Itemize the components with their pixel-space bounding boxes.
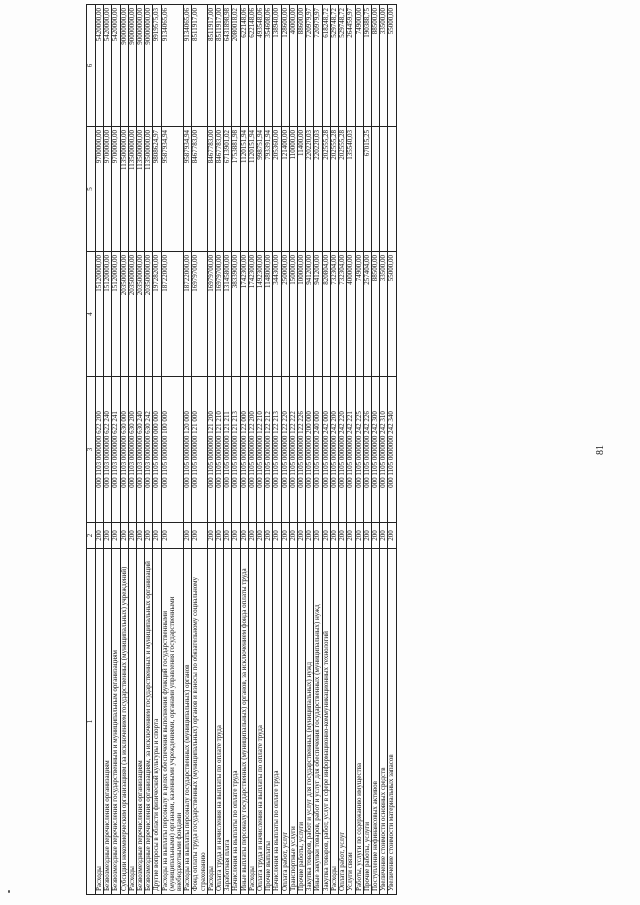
executed-amount-cell: 6713901,02	[224, 127, 232, 252]
row-name-cell: Транспортные услуги	[289, 549, 297, 895]
executed-amount-cell: 135540,03	[347, 127, 355, 252]
row-code-cell: 200	[112, 523, 120, 549]
row-code-cell: 200	[281, 523, 289, 549]
executed-amount-cell: 1120151,94	[240, 127, 248, 252]
table-row	[273, 5, 281, 895]
row-code-cell: 200	[298, 523, 306, 549]
executed-amount-cell: 11400,00	[298, 127, 306, 252]
budget-classification-cell: 000 1105 0000000 122 220	[281, 377, 289, 523]
executed-amount-cell: 202555,28	[322, 127, 330, 252]
unexecuted-amount-cell: 128600,00	[281, 5, 289, 127]
unexecuted-amount-cell: 88600,00	[298, 5, 306, 127]
unexecuted-amount-cell: 2080018,02	[232, 5, 240, 127]
unexecuted-amount-cell: 5420000,00	[104, 5, 112, 127]
budget-classification-cell: 000 1105 0000000 122 213	[273, 377, 281, 523]
row-code-cell: 200	[145, 523, 153, 549]
row-name-cell: Прочие работы, услуги	[363, 549, 371, 895]
executed-amount-cell: 9700000,00	[104, 127, 112, 252]
row-code-cell: 200	[257, 523, 265, 549]
row-code-cell: 200	[273, 523, 281, 549]
budget-classification-cell: 000 1103 0000000 630 242	[145, 377, 153, 523]
row-name-cell: Расходы	[330, 549, 338, 895]
table-row	[153, 5, 161, 895]
row-name-cell: Расходы на выплаты персоналу государственных (муниципальных) органов	[184, 549, 192, 895]
row-name-cell: Безвозмездные перечисления организациям	[137, 549, 145, 895]
executed-amount-cell: 9808624,97	[153, 127, 161, 252]
executed-amount-cell: 67015,25	[363, 127, 371, 252]
approved-amount-cell: 19728200,00	[153, 252, 161, 377]
budget-classification-cell: 000 1103 0000000 630 200	[128, 377, 136, 523]
row-name-cell: Заработная плата	[224, 549, 232, 895]
approved-amount-cell: 16979700,00	[207, 252, 215, 377]
unexecuted-amount-cell: 190388,75	[363, 5, 371, 127]
executed-amount-cell: 8467783,00	[207, 127, 215, 252]
unexecuted-amount-cell: 5420000,00	[96, 5, 104, 127]
row-name-cell: Расходы	[128, 549, 136, 895]
budget-classification-cell: 000 1105 0000000 242 310	[380, 377, 388, 523]
row-code-cell: 200	[388, 523, 396, 549]
executed-amount-cell: 998751,94	[257, 127, 265, 252]
unexecuted-amount-cell: 88500,00	[371, 5, 379, 127]
row-code-cell: 200	[184, 523, 192, 549]
executed-amount-cell: 220220,03	[306, 127, 314, 252]
row-code-cell: 200	[153, 523, 161, 549]
approved-amount-cell: 732304,00	[339, 252, 347, 377]
row-name-cell: Иные закупки товаров, работ и услуг для обеспечения государственных (муниципальных) нужд	[314, 549, 322, 895]
budget-classification-cell: 000 1105 0000000 121 000	[192, 377, 207, 523]
row-name-cell: Оплата работ, услуг	[339, 549, 347, 895]
executed-amount-cell: 8467783,00	[192, 127, 207, 252]
budget-classification-cell: 000 1105 0000000 121 213	[232, 377, 240, 523]
approved-amount-cell: 18722000,00	[161, 252, 184, 377]
row-code-cell: 200	[347, 523, 355, 549]
row-code-cell: 200	[161, 523, 184, 549]
table-body	[96, 5, 397, 895]
row-name-cell: Субсидии некоммерческим организациям (за исключением государственных (муниципальных) учреждений)	[120, 549, 128, 895]
budget-classification-cell: 000 1105 0000000 122 210	[257, 377, 265, 523]
approved-amount-cell: 88500,00	[371, 252, 379, 377]
approved-amount-cell: 203500000,00	[120, 252, 128, 377]
executed-amount-cell: 113500000,00	[145, 127, 153, 252]
column-header: 4	[87, 252, 96, 377]
row-name-cell: Прочие выплаты	[265, 549, 273, 895]
row-code-cell: 200	[322, 523, 330, 549]
row-name-cell: Безвозмездные перечисления организациям	[104, 549, 112, 895]
row-code-cell: 200	[330, 523, 338, 549]
executed-amount-cell: 113500000,00	[128, 127, 136, 252]
executed-amount-cell: 113500000,00	[120, 127, 128, 252]
executed-amount-cell	[388, 127, 396, 252]
approved-amount-cell: 15120000,00	[104, 252, 112, 377]
row-name-cell: Прочие работы, услуги	[298, 549, 306, 895]
approved-amount-cell: 1742300,00	[248, 252, 256, 377]
unexecuted-amount-cell: 720979,97	[306, 5, 314, 127]
unexecuted-amount-cell: 90000000,00	[137, 5, 145, 127]
unexecuted-amount-cell: 8511917,00	[216, 5, 224, 127]
row-code-cell: 200	[128, 523, 136, 549]
unexecuted-amount-cell: 8511917,00	[192, 5, 207, 127]
approved-amount-cell: 74900,00	[355, 252, 363, 377]
executed-amount-cell: 9700000,00	[96, 127, 104, 252]
row-code-cell: 200	[224, 523, 232, 549]
budget-classification-cell: 000 1105 0000000 122 000	[240, 377, 248, 523]
row-name-cell: Безвозмездные перечисления государственным и муниципальным организациям	[112, 549, 120, 895]
unexecuted-amount-cell: 9919575,03	[153, 5, 161, 127]
executed-amount-cell: 9700000,00	[112, 127, 120, 252]
budget-classification-cell: 000 1105 0000000 121 210	[216, 377, 224, 523]
approved-amount-cell: 16979700,00	[216, 252, 224, 377]
row-name-cell: Начисления на выплаты по оплате труда	[273, 549, 281, 895]
executed-amount-cell: 1753881,98	[232, 127, 240, 252]
row-name-cell: Оплата труда и начисления на выплаты по оплате труда	[257, 549, 265, 895]
row-code-cell: 200	[207, 523, 215, 549]
approved-amount-cell: 941200,00	[314, 252, 322, 377]
budget-classification-cell: 000 1105 0000000 242 300	[371, 377, 379, 523]
unexecuted-amount-cell: 9134065,06	[184, 5, 192, 127]
row-code-cell: 200	[216, 523, 224, 549]
unexecuted-amount-cell: 264459,97	[347, 5, 355, 127]
row-code-cell: 200	[339, 523, 347, 549]
executed-amount-cell: 1120151,94	[248, 127, 256, 252]
executed-amount-cell	[371, 127, 379, 252]
unexecuted-amount-cell: 720979,97	[314, 5, 322, 127]
row-name-cell: Другие вопросы в области физической культуры и спорта	[153, 549, 161, 895]
budget-classification-cell: 000 1105 0000000 242 226	[363, 377, 371, 523]
approved-amount-cell: 18722000,00	[184, 252, 192, 377]
approved-amount-cell: 3833900,00	[232, 252, 240, 377]
approved-amount-cell: 150000,00	[289, 252, 297, 377]
row-code-cell: 200	[289, 523, 297, 549]
unexecuted-amount-cell: 6431898,98	[224, 5, 232, 127]
row-name-cell: Расходы	[96, 549, 104, 895]
approved-amount-cell: 400000,00	[347, 252, 355, 377]
approved-amount-cell: 15120000,00	[112, 252, 120, 377]
budget-classification-cell: 000 1105 0000000 120 000	[184, 377, 192, 523]
column-header: 3	[87, 377, 96, 523]
unexecuted-amount-cell: 40000,00	[289, 5, 297, 127]
executed-amount-cell: 8467783,00	[216, 127, 224, 252]
row-code-cell: 200	[363, 523, 371, 549]
unexecuted-amount-cell: 74900,00	[355, 5, 363, 127]
budget-classification-cell: 000 1105 0000000 100 000	[161, 377, 184, 523]
row-code-cell: 200	[248, 523, 256, 549]
unexecuted-amount-cell: 90000000,00	[128, 5, 136, 127]
executed-amount-cell: 9587934,94	[184, 127, 192, 252]
approved-amount-cell: 203500000,00	[137, 252, 145, 377]
row-name-cell: Безвозмездные перечисления организациям, за исключением государственных и муниципальных организаций	[145, 549, 153, 895]
row-name-cell: Расходы на выплаты персоналу в целях обеспечения выполнения функций государственными (муниципальными) органами, казенными учреждениями, органами управления государственными внебюджетными фондами	[161, 549, 184, 895]
unexecuted-amount-cell: 138940,00	[273, 5, 281, 127]
row-name-cell: Увеличение стоимости материальных запасов	[388, 549, 396, 895]
approved-amount-cell: 250000,00	[281, 252, 289, 377]
approved-amount-cell: 941200,00	[306, 252, 314, 377]
executed-amount-cell: 113500000,00	[137, 127, 145, 252]
column-header: 1	[87, 549, 96, 895]
row-name-cell: Работы, услуги по содержанию имущества	[355, 549, 363, 895]
unexecuted-amount-cell: 354608,06	[265, 5, 273, 127]
row-code-cell: 200	[380, 523, 388, 549]
executed-amount-cell: 202555,28	[330, 127, 338, 252]
executed-amount-cell: 205360,00	[273, 127, 281, 252]
budget-classification-cell: 000 1105 0000000 242 225	[355, 377, 363, 523]
row-code-cell: 200	[232, 523, 240, 549]
approved-amount-cell: 1492300,00	[257, 252, 265, 377]
row-name-cell: Иные выплаты персоналу государственных (муниципальных) органов, за исключением фонда оплаты труда	[240, 549, 248, 895]
scan-speck	[8, 890, 10, 893]
unexecuted-amount-cell: 529748,72	[330, 5, 338, 127]
row-code-cell: 200	[314, 523, 322, 549]
column-header: 2	[87, 523, 96, 549]
table-row	[192, 5, 207, 895]
approved-amount-cell: 1148000,00	[265, 252, 273, 377]
executed-amount-cell: 793391,94	[265, 127, 273, 252]
budget-classification-cell: 000 1103 0000000 630 240	[137, 377, 145, 523]
unexecuted-amount-cell: 493548,06	[257, 5, 265, 127]
unexecuted-amount-cell: 622148,06	[240, 5, 248, 127]
executed-amount-cell	[380, 127, 388, 252]
unexecuted-amount-cell: 622148,06	[248, 5, 256, 127]
budget-classification-cell: 000 1105 0000000 242 220	[339, 377, 347, 523]
row-name-cell: Расходы	[207, 549, 215, 895]
budget-classification-cell: 000 1103 0000000 630 000	[120, 377, 128, 523]
row-code-cell: 200	[265, 523, 273, 549]
row-name-cell: Поступление нефинансовых активов	[371, 549, 379, 895]
row-name-cell: Оплата труда и начисления на выплаты по оплате труда	[216, 549, 224, 895]
budget-classification-cell: 000 1105 0000000 122 226	[298, 377, 306, 523]
approved-amount-cell: 257404,00	[363, 252, 371, 377]
budget-classification-cell: 000 1103 0000000 622 241	[112, 377, 120, 523]
executed-amount-cell: 110000,00	[289, 127, 297, 252]
row-code-cell: 200	[371, 523, 379, 549]
row-code-cell: 200	[240, 523, 248, 549]
executed-amount-cell	[355, 127, 363, 252]
row-code-cell: 200	[306, 523, 314, 549]
table-row	[112, 5, 120, 895]
approved-amount-cell: 13145800,00	[224, 252, 232, 377]
approved-amount-cell: 203500000,00	[128, 252, 136, 377]
unexecuted-amount-cell: 90000000,00	[145, 5, 153, 127]
unexecuted-amount-cell: 9134065,06	[161, 5, 184, 127]
budget-classification-cell: 000 1103 0000000 622 240	[104, 377, 112, 523]
table-row	[161, 5, 184, 895]
approved-amount-cell: 1742300,00	[240, 252, 248, 377]
approved-amount-cell: 16979700,00	[192, 252, 207, 377]
row-code-cell: 200	[120, 523, 128, 549]
column-header: 5	[87, 127, 96, 252]
budget-classification-cell: 000 1105 0000000 240 000	[314, 377, 322, 523]
table-row	[355, 5, 363, 895]
approved-amount-cell: 732304,00	[330, 252, 338, 377]
row-name-cell: Расходы	[248, 549, 256, 895]
row-name-cell: Увеличение стоимости основных средств	[380, 549, 388, 895]
row-code-cell: 200	[96, 523, 104, 549]
unexecuted-amount-cell: 529748,72	[339, 5, 347, 127]
row-code-cell: 200	[104, 523, 112, 549]
row-code-cell: 200	[137, 523, 145, 549]
budget-classification-cell: 000 1105 0000000 242 340	[388, 377, 396, 523]
row-name-cell: Начисления на выплаты по оплате труда	[232, 549, 240, 895]
column-header: 6	[87, 5, 96, 127]
row-code-cell: 200	[355, 523, 363, 549]
budget-table	[86, 4, 397, 895]
budget-classification-cell: 000 1105 0000000 121 211	[224, 377, 232, 523]
budget-classification-cell: 000 1103 0000000 622 200	[96, 377, 104, 523]
row-name-cell: Закупка товаров, работ, услуг в сфере информационно-коммуникационных технологий	[322, 549, 330, 895]
page-number: 81	[595, 445, 606, 455]
unexecuted-amount-cell: 5420000,00	[112, 5, 120, 127]
unexecuted-amount-cell: 33500,00	[380, 5, 388, 127]
budget-classification-cell: 000 1105 0000000 242 200	[330, 377, 338, 523]
budget-classification-cell: 000 1105 0000000 122 212	[265, 377, 273, 523]
budget-classification-cell: 000 1105 0000000 122 200	[248, 377, 256, 523]
approved-amount-cell: 33500,00	[380, 252, 388, 377]
executed-amount-cell: 220220,03	[314, 127, 322, 252]
table-row	[232, 5, 240, 895]
approved-amount-cell: 55000,00	[388, 252, 396, 377]
table-row	[347, 5, 355, 895]
budget-classification-cell: 000 1105 0000000 000 000	[153, 377, 161, 523]
row-name-cell: Оплата работ, услуг	[281, 549, 289, 895]
budget-classification-cell: 000 1105 0000000 122 222	[289, 377, 297, 523]
approved-amount-cell: 820804,00	[322, 252, 330, 377]
unexecuted-amount-cell: 8511917,00	[207, 5, 215, 127]
executed-amount-cell: 202555,28	[339, 127, 347, 252]
approved-amount-cell: 15120000,00	[96, 252, 104, 377]
budget-classification-cell: 000 1105 0000000 242 000	[322, 377, 330, 523]
table-row	[388, 5, 396, 895]
executed-amount-cell: 9587934,94	[161, 127, 184, 252]
budget-classification-cell: 000 1105 0000000 242 221	[347, 377, 355, 523]
budget-classification-cell: 000 1105 0000000 121 200	[207, 377, 215, 523]
executed-amount-cell: 121400,00	[281, 127, 289, 252]
approved-amount-cell: 344300,00	[273, 252, 281, 377]
row-name-cell: Фонд оплаты труда государственных (муниципальных) органов и взносы по обязательному социальному страхованию	[192, 549, 207, 895]
unexecuted-amount-cell: 90000000,00	[120, 5, 128, 127]
unexecuted-amount-cell: 618248,72	[322, 5, 330, 127]
budget-classification-cell: 000 1105 0000000 200 000	[306, 377, 314, 523]
row-name-cell: Услуги связи	[347, 549, 355, 895]
row-code-cell: 200	[192, 523, 207, 549]
approved-amount-cell: 203500000,00	[145, 252, 153, 377]
row-name-cell: Закупка товаров, работ и услуг для государственных (муниципальных) нужд	[306, 549, 314, 895]
unexecuted-amount-cell: 55000,00	[388, 5, 396, 127]
approved-amount-cell: 100000,00	[298, 252, 306, 377]
table-row	[314, 5, 322, 895]
